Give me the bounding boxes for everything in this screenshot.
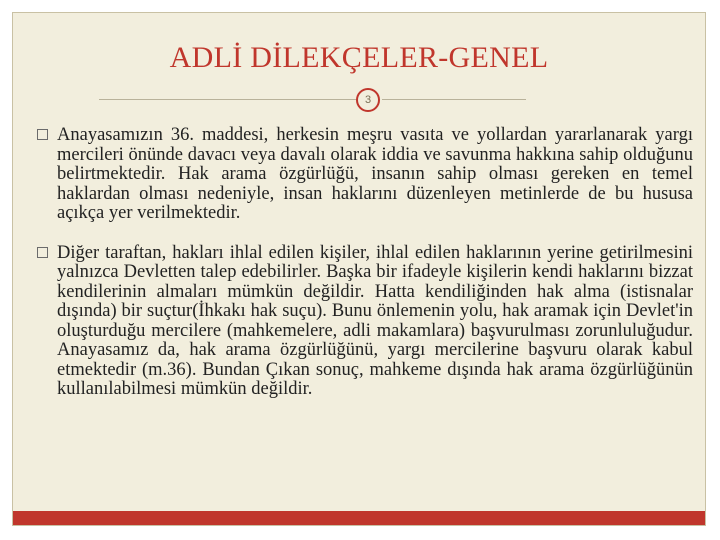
square-bullet-icon — [37, 129, 48, 140]
footer-accent-bar — [13, 511, 705, 525]
page-number-badge — [356, 88, 380, 112]
bullet-item — [37, 244, 693, 400]
title-divider-left — [99, 99, 358, 100]
title-divider-right — [382, 99, 526, 100]
slide — [12, 12, 706, 526]
slide-title: ADLİ DİLEKÇELER-GENEL — [169, 41, 549, 74]
square-bullet-icon — [37, 247, 48, 258]
bullet-item — [37, 126, 693, 224]
bullet-text: Anayasamızın 36. maddesi, herkesin meşru vasıta ve yollardan yararlanarak yargı mercileri önünde davacı veya davalı olarak iddia ve savunma hakkına sahip olduğunu belirtmektedir. Hak arama özgürlüğü, insanın sahip olması gereken en temel haklardan olması nedeniyle, insan haklarını düzenleyen metinlerde de bu hususa açıkça yer verilmektedir. — [57, 125, 693, 223]
bullet-list — [37, 126, 693, 420]
bullet-text: Diğer taraftan, hakları ihlal edilen kişiler, ihlal edilen haklarının yerine getirilmesini yalnızca Devletten talep edebilirler. Başka bir ifadeyle kişilerin kendi haklarını bizzat kendilerinin almaları mümkün değildir. Hatta kendiliğinden hak alma (istisnalar dışında) bir suçtur(İhkakı hak suçu). Bunu önlemenin yolu, hak aramak için Devlet'in oluşturduğu mercilere (mahkemelere, adli makamlara) başvurulması zorunluluğudur. Anayasamız da, hak arama özgürlüğünü, yargı mercilerine başvuru olarak kabul etmektedir (m.36). Bundan Çıkan sonuç, mahkeme dışında hak arama özgürlüğünün kullanılabilmesi mümkün değildir. — [57, 242, 693, 399]
page-number: 3 — [364, 94, 372, 106]
